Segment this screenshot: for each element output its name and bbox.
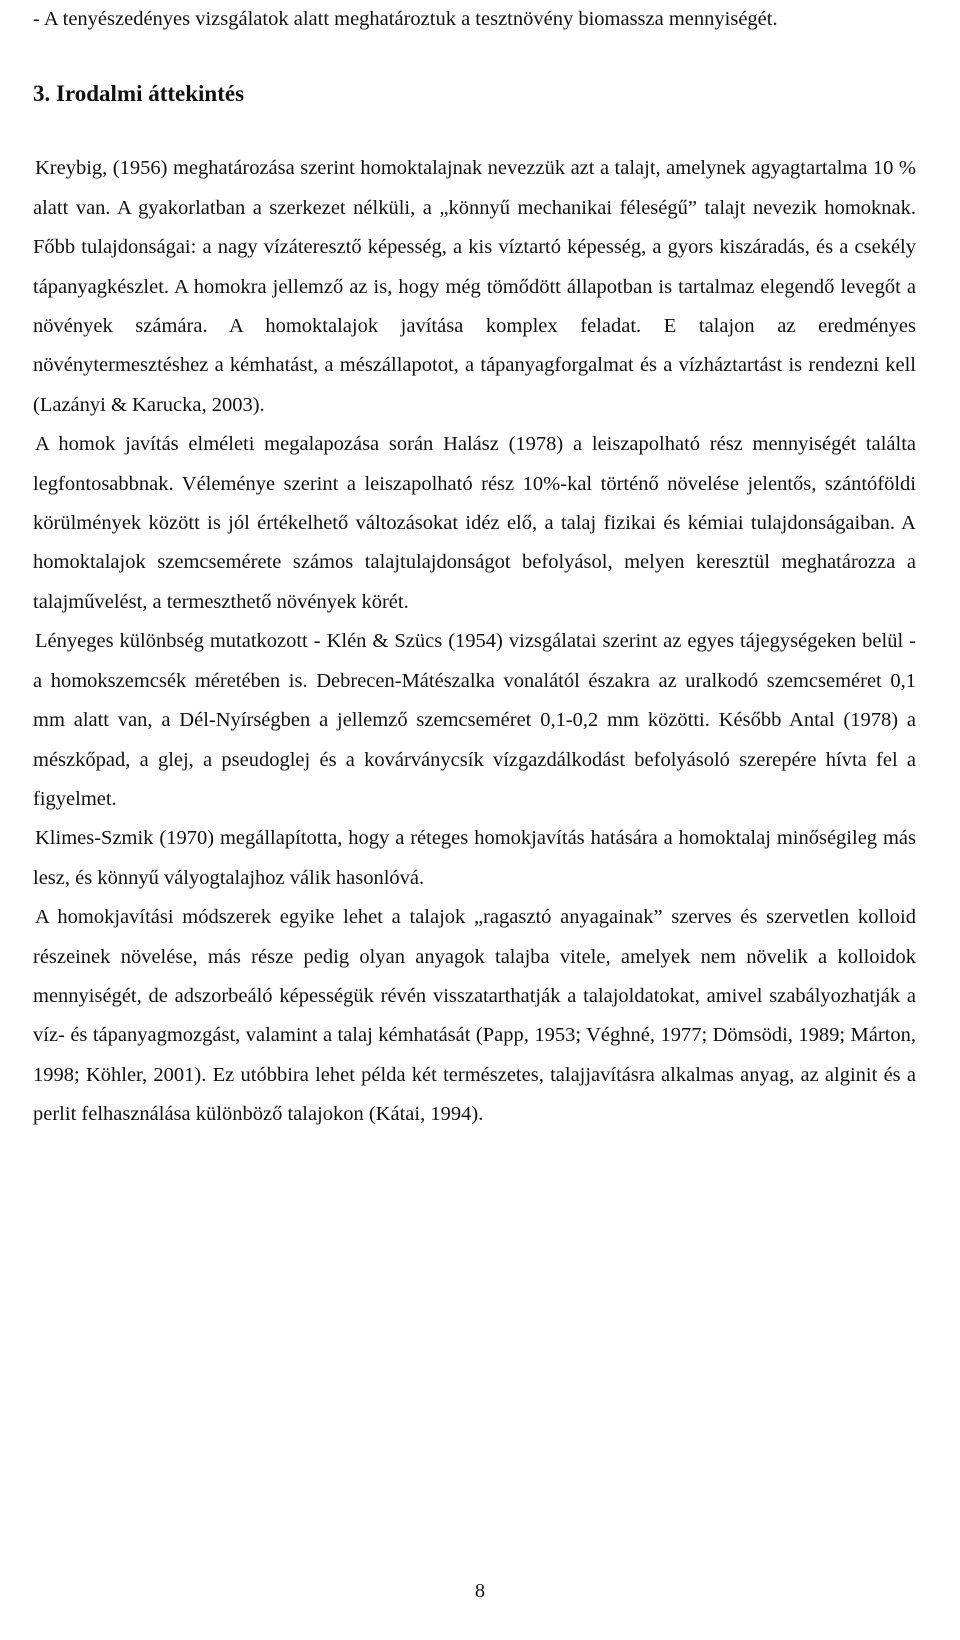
paragraph-3: Lényeges különbség mutatkozott - Klén & Szücs (1954) vizsgálatai szerint az egyes tájegységeken belül - a homokszemcsék méretében is. Debrecen-Mátészalka vonalától északra az uralkodó szemcseméret 0,1 mm alatt van, a Dél-Nyírségben a jellemző szemcseméret 0,1-0,2 mm közötti. Később Antal (1978) a mészkőpad, a glej, a pseudoglej és a kovárványcsík vízgazdálkodást befolyásoló szerepére hívta fel a figyelmet. bbox=[33, 630, 916, 810]
section-heading: 3. Irodalmi áttekintés bbox=[33, 81, 245, 107]
paragraph-4: Klimes-Szmik (1970) megállapította, hogy a réteges homokjavítás hatására a homoktalaj minőségileg más lesz, és könnyű vályogtalajhoz válik hasonlóvá. bbox=[33, 827, 916, 889]
intro-paragraph: - A tenyészedényes vizsgálatok alatt meghatároztuk a tesztnövény biomassza mennyiségét. bbox=[33, 8, 778, 30]
paragraph-2: A homok javítás elméleti megalapozása során Halász (1978) a leiszapolható rész mennyiségét találta legfontosabbnak. Véleménye szerint a leiszapolható rész 10%-kal történő növelése jelentős, szántóföldi körülmények között is jól értékelhető változásokat idéz elő, a talaj fizikai és kémiai tulajdonságaiban. A homoktalajok szemcsemérete számos talajtulajdonságot befolyásol, melyen keresztül meghatározza a talajművelést, a termeszthető növények körét. bbox=[33, 433, 916, 613]
paragraph-1: Kreybig, (1956) meghatározása szerint homoktalajnak nevezzük azt a talajt, amelynek agyagtartalma 10 % alatt van. A gyakorlatban a szerkezet nélküli, a „könnyű mechanikai féleségű” talajt nevezik homoknak. Főbb tulajdonságai: a nagy vízáteresztő képesség, a kis víztartó képesség, a gyors kiszáradás, és a csekély tápanyagkészlet. A homokra jellemző az is, hogy még tömődött állapotban is tartalmaz elegendő levegőt a növények számára. A homoktalajok javítása komplex feladat. E talajon az eredményes növénytermesztéshez a kémhatást, a mészállapotot, a tápanyagforgalmat és a vízháztartást is rendezni kell (Lazányi & Karucka, 2003). bbox=[33, 157, 916, 416]
paragraph-5: A homokjavítási módszerek egyike lehet a talajok „ragasztó anyagainak” szerves és szervetlen kolloid részeinek növelése, más része pedig olyan anyagok talajba vitele, amelyek nem növelik a kolloidok mennyiségét, de adszorbeáló képességük révén visszatarthatják a talajoldatokat, amivel szabályozhatják a víz- és tápanyagmozgást, valamint a talaj kémhatását (Papp, 1953; Véghné, 1977; Dömsödi, 1989; Márton, 1998; Köhler, 2001). Ez utóbbira lehet példa két természetes, talajjavításra alkalmas anyag, az alginit és a perlit felhasználása különböző talajokon (Kátai, 1994). bbox=[33, 906, 916, 1126]
document-page bbox=[33, 0, 916, 1135]
page-number: 8 bbox=[474, 1580, 486, 1602]
